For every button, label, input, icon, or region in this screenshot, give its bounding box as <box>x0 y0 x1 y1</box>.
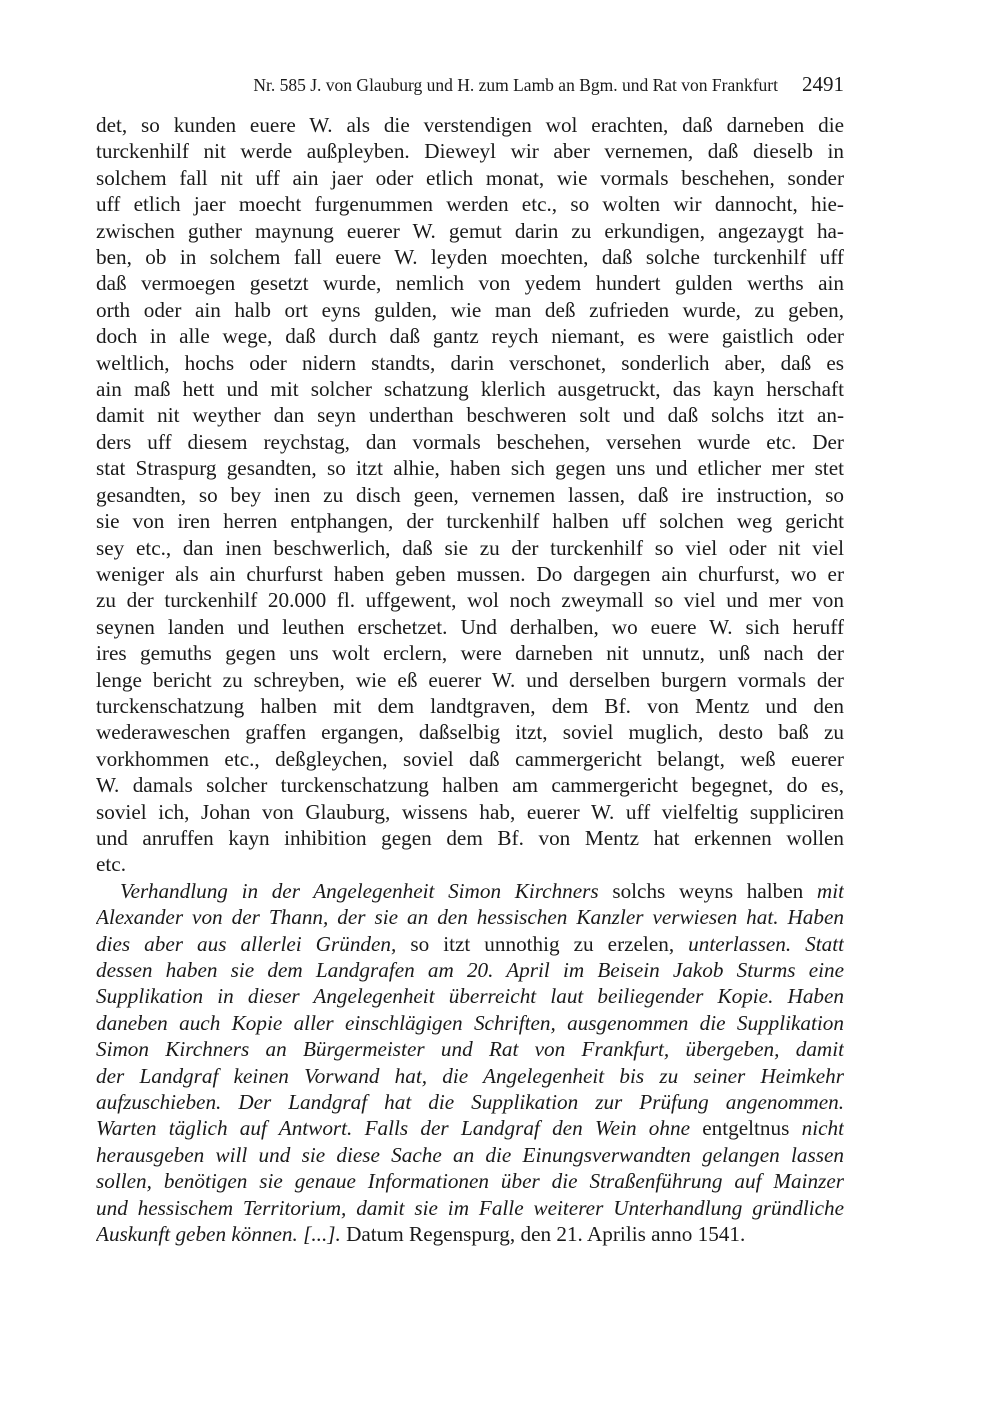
italic-run: nicht <box>801 1116 844 1141</box>
text-line: det, so kunden euere W. als die verstendigen wol erachten, daß darneben die <box>96 113 844 137</box>
roman-run: entgeltnus <box>690 1116 802 1141</box>
italic-run: Verhandlung in der Angelegenheit Simon Kirchners <box>120 878 599 903</box>
italic-run: Alexander von der Thann, der sie an den hessischen Kanzler verwiesen hat. Haben <box>96 905 844 930</box>
running-header <box>96 72 844 112</box>
text-line <box>96 1036 844 1062</box>
italic-run: daneben auch Kopie aller einschlägigen Schriften, ausgenommen die Supplikation <box>96 1010 844 1035</box>
text-line <box>96 1089 844 1115</box>
body-text <box>96 112 844 1247</box>
text-line: stat Straspurg gesandten, so itzt alhie, haben sich gegen uns und etlicher mer stet <box>96 456 844 481</box>
text-line: solchem fall nit uff ain jaer oder etlich monat, wie vormals beschehen, sonder <box>96 165 844 190</box>
italic-run: sollen, benötigen sie genaue Informationen über die Straßenführung auf Mainzer <box>96 1169 844 1194</box>
text-line: doch in alle wege, daß durch daß gantz reych niemant, es were gaistlich oder <box>96 324 844 349</box>
italic-run: dies aber aus allerlei Gründen, <box>96 931 397 956</box>
text-line: gesandten, so bey inen zu disch geen, vernemen lassen, daß ire instruction, so <box>96 482 844 507</box>
text-line: damit nit weyther dan seyn underthan beschweren solt und daß solchs itzt an- <box>96 403 844 428</box>
italic-run: Warten täglich auf Antwort. Falls der Landgraf den Wein ohne <box>96 1116 690 1141</box>
text-line: ain maß hett und mit solcher schatzung klerlich ausgetruckt, das kayn herschaft <box>96 377 844 402</box>
text-line <box>96 983 844 1009</box>
text-line: und anruffen kayn inhibition gegen dem Bf. von Mentz hat erkennen wollen <box>96 825 844 850</box>
text-line: zu der turckenhilf 20.000 fl. uffgewent, wol noch zweymall so viel und mer von <box>96 588 844 613</box>
text-line: turckenschatzung halben mit dem landtgraven, dem Bf. von Mentz und den <box>96 693 844 718</box>
text-line: soviel ich, Johan von Glauburg, wissens hab, euerer W. uff vielfeltig suppliciren <box>96 799 844 824</box>
text-line: uff etlich jaer moecht furgenummen werden etc., so wolten wir dannocht, hie- <box>96 192 844 217</box>
text-line: weltlich, hochs oder nidern standts, darin verschonet, sonderlich aber, daß es <box>96 350 844 375</box>
italic-run: und hessischem Territorium, damit sie im Falle weiterer Unterhandlung gründliche <box>96 1195 844 1220</box>
text-line: orth oder ain halb ort eyns gulden, wie man deß zufrieden wurde, zu geben, <box>96 297 844 322</box>
text-line <box>96 904 844 930</box>
text-line: ires gemuths gegen uns wolt erclern, were darneben nit unnutz, unß nach der <box>96 641 844 666</box>
italic-run: der Landgraf keinen Vorwand hat, die Angelegenheit bis zu seiner Heimkehr <box>96 1063 844 1088</box>
italic-run: Supplikation in dieser Angelegenheit überreicht laut beiliegender Kopie. Haben <box>96 984 844 1009</box>
text-line: wederaweschen graffen ergangen, daßselbig itzt, soviel muglich, desto baß zu <box>96 720 844 745</box>
document-page <box>96 72 844 1247</box>
text-line <box>96 1010 844 1036</box>
paragraph-letter-text <box>96 112 844 878</box>
text-line: turckenhilf nit werde außpleyben. Dieweyl wir aber vernemen, daß dieselb in <box>96 139 844 164</box>
text-line: etc. <box>96 852 126 877</box>
text-line: zwischen guther maynung euerer W. gemut darin zu erkundigen, angezaygt ha- <box>96 218 844 243</box>
text-line: lenge bericht zu schreyben, wie eß euerer W. und derselben burgern vormals der <box>96 667 844 692</box>
text-line: seynen landen und leuthen erschetzet. Und derhalben, wo euere W. sich heruff <box>96 614 844 639</box>
italic-run: Simon Kirchners an Bürgermeister und Rat von Frankfurt, übergeben, damit <box>96 1037 844 1062</box>
italic-run: unterlassen. Statt <box>688 931 844 956</box>
text-line: sie von iren herren entphangen, der turckenhilf halben uff solchen weg gericht <box>96 509 844 534</box>
text-line: ben, ob in solchem fall euere W. leyden moechten, daß solche turckenhilf uff <box>96 245 844 270</box>
text-line <box>96 1115 844 1141</box>
text-line <box>96 931 844 957</box>
italic-run: aufzuschieben. Der Landgraf hat die Supplikation zur Prüfung angenommen. <box>96 1090 844 1115</box>
italic-run: Auskunft geben können. [...]. <box>96 1222 341 1247</box>
text-line <box>96 1063 844 1089</box>
roman-run: so itzt unnothig zu erzelen, <box>396 931 689 956</box>
roman-run: solchs weyns halben <box>598 878 817 903</box>
text-line: W. damals solcher turckenschatzung halben am cammergericht begegnet, do es, <box>96 773 844 798</box>
text-line: sey etc., dan inen beschwerlich, daß sie zu der turckenhilf so viel oder nit viel <box>96 535 844 560</box>
italic-run: dessen haben sie dem Landgrafen am 20. April im Beisein Jakob Sturms eine <box>96 958 844 982</box>
text-line <box>96 1221 844 1247</box>
running-head-title: Nr. 585 J. von Glauburg und H. zum Lamb an Bgm. und Rat von Frankfurt <box>253 75 778 95</box>
italic-run: mit <box>816 878 844 903</box>
text-line: ders uff diesem reychstag, dan vormals beschehen, versehen wurde etc. Der <box>96 429 844 454</box>
text-line <box>96 1195 844 1221</box>
text-line: daß vermoegen gesetzt wurde, nemlich von yedem hundert gulden werths ain <box>96 271 844 296</box>
text-line: vorkhommen etc., deßgleychen, soviel daß cammergericht belangt, weß euerer <box>96 746 844 771</box>
text-line <box>96 957 844 983</box>
text-line <box>96 878 844 904</box>
text-line: weniger als ain churfurst haben geben mussen. Do dargegen ain churfurst, wo er <box>96 561 844 586</box>
text-line <box>96 1168 844 1194</box>
text-line <box>96 1142 844 1168</box>
roman-run: Datum Regenspurg, den 21. Aprilis anno 1541. <box>340 1222 746 1247</box>
page-number: 2491 <box>802 72 844 96</box>
italic-run: herausgeben will und sie diese Sache an die Einungsverwandten gelangen lassen <box>96 1142 844 1167</box>
paragraph-editorial-summary <box>96 878 844 1248</box>
